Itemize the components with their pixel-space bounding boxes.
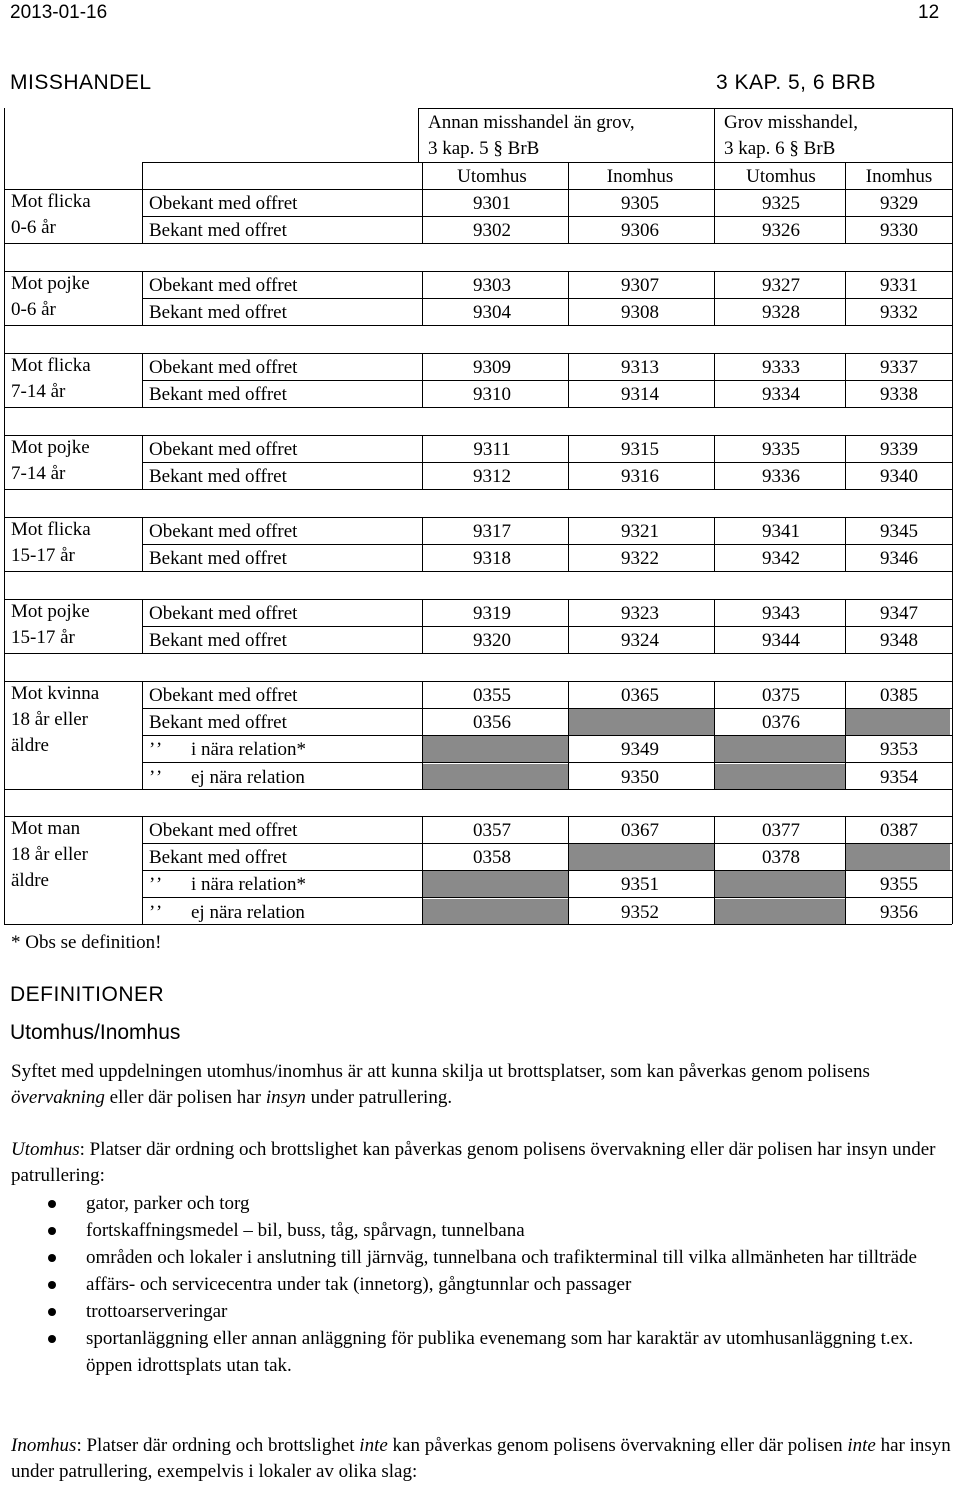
gray-cell — [423, 899, 568, 925]
column-header-inomhus-annan: Inomhus — [606, 166, 674, 187]
code-cell: 9312 — [473, 466, 511, 487]
grid-line-vertical — [845, 162, 846, 189]
grid-line-horizontal — [142, 380, 952, 381]
row-label — [149, 354, 297, 381]
row-label-text: Obekant med offret — [149, 275, 298, 296]
row-label-text: ej nära relation — [191, 767, 305, 788]
grid-line-vertical — [845, 189, 846, 243]
list-item — [0, 1271, 950, 1298]
grid-line-horizontal — [4, 271, 952, 272]
group-label: Mot kvinna — [11, 683, 100, 704]
grid-line-vertical — [714, 162, 715, 189]
code-cell: 9322 — [621, 548, 659, 569]
code-cell: 9329 — [880, 193, 918, 214]
ditto-mark: ’’ — [149, 902, 165, 923]
group-header-annan-line2: 3 kap. 5 § BrB — [428, 138, 540, 159]
gray-cell — [715, 871, 845, 897]
code-cell: 9324 — [621, 630, 659, 651]
gray-cell — [423, 736, 568, 762]
code-cell: 9331 — [880, 275, 918, 296]
code-cell: 9352 — [621, 902, 659, 923]
code-cell: 9348 — [880, 630, 918, 651]
row-label-text: Obekant med offret — [149, 357, 298, 378]
intro-emphasis-overvakning: övervakning — [11, 1087, 105, 1108]
code-cell: 9334 — [762, 384, 800, 405]
definitions-intro — [11, 1059, 951, 1111]
grid-line-vertical — [422, 189, 423, 243]
code-cell: 9333 — [762, 357, 800, 378]
grid-line-vertical — [845, 271, 846, 325]
code-cell: 9325 — [762, 193, 800, 214]
row-label — [149, 518, 297, 545]
grid-line-vertical — [568, 681, 569, 789]
code-cell: 9311 — [473, 439, 511, 460]
row-label — [149, 627, 287, 654]
grid-line-horizontal — [142, 216, 952, 217]
grid-line-vertical — [714, 599, 715, 653]
grid-line-vertical — [714, 681, 715, 789]
code-cell: 9319 — [473, 603, 511, 624]
code-cell: 0387 — [880, 820, 918, 841]
row-label-text: ej nära relation — [191, 902, 305, 923]
row-label — [149, 899, 305, 926]
row-label-text: Bekant med offret — [149, 384, 287, 405]
grid-line-vertical — [422, 435, 423, 489]
row-label-text: Bekant med offret — [149, 630, 287, 651]
grid-line-vertical — [845, 353, 846, 407]
code-cell: 9328 — [762, 302, 800, 323]
row-label — [149, 272, 297, 299]
grid-line-vertical — [142, 353, 143, 407]
row-label-text: Obekant med offret — [149, 521, 298, 542]
utomhus-term: Utomhus — [11, 1139, 80, 1160]
code-cell: 9345 — [880, 521, 918, 542]
grid-line-vertical — [714, 517, 715, 571]
grid-line-vertical — [142, 816, 143, 924]
grid-line-vertical — [845, 599, 846, 653]
bullet-icon — [48, 1254, 56, 1262]
row-label-text: Bekant med offret — [149, 847, 287, 868]
column-header-inomhus-grov: Inomhus — [865, 166, 933, 187]
grid-line-vertical — [142, 435, 143, 489]
list-item — [0, 1325, 950, 1379]
code-cell: 9336 — [762, 466, 800, 487]
header-date: 2013-01-16 — [10, 2, 108, 23]
code-cell: 9326 — [762, 220, 800, 241]
list-item — [0, 1217, 950, 1244]
group-label: Mot flicka — [11, 191, 91, 212]
group-label: 0-6 år — [11, 217, 56, 238]
code-cell: 9305 — [621, 193, 659, 214]
code-cell: 9327 — [762, 275, 800, 296]
code-cell: 0376 — [762, 712, 800, 733]
code-cell: 9332 — [880, 302, 918, 323]
row-label — [149, 381, 287, 408]
grid-line-vertical — [142, 517, 143, 571]
column-header-utomhus-grov: Utomhus — [746, 166, 816, 187]
grid-line-horizontal — [4, 325, 952, 326]
row-label-text: i nära relation* — [191, 739, 307, 760]
code-cell: 9343 — [762, 603, 800, 624]
group-label: Mot pojke — [11, 437, 90, 458]
grid-line-vertical — [568, 189, 569, 243]
grid-line-horizontal — [142, 162, 952, 163]
row-label — [149, 436, 297, 463]
ditto-mark: ’’ — [149, 739, 165, 760]
grid-line-vertical — [422, 681, 423, 789]
group-label: 18 år eller — [11, 844, 89, 865]
grid-line-vertical — [714, 189, 715, 243]
gray-cell — [423, 764, 568, 790]
row-label-text: Bekant med offret — [149, 220, 287, 241]
grid-line-horizontal — [142, 298, 952, 299]
grid-line-horizontal — [4, 243, 952, 244]
code-cell: 9321 — [621, 521, 659, 542]
grid-line-horizontal — [4, 789, 952, 790]
code-cell: 0367 — [621, 820, 659, 841]
row-label — [149, 299, 287, 326]
code-cell: 9350 — [621, 767, 659, 788]
grid-line-vertical — [418, 108, 419, 162]
bullet-icon — [48, 1200, 56, 1208]
code-cell: 9318 — [473, 548, 511, 569]
code-cell: 9346 — [880, 548, 918, 569]
intro-text-1: Syftet med uppdelningen utomhus/inomhus är att kunna skilja ut brottsplatser, som kan påverkas genom polisens — [11, 1061, 870, 1082]
inomhus-emphasis-inte-2: inte — [847, 1435, 876, 1456]
code-cell: 9308 — [621, 302, 659, 323]
inomhus-emphasis-inte-1: inte — [359, 1435, 388, 1456]
bullet-icon — [48, 1308, 56, 1316]
row-label — [149, 764, 305, 791]
grid-line-horizontal — [4, 571, 952, 572]
grid-line-horizontal — [418, 108, 952, 109]
row-label — [149, 545, 287, 572]
grid-line-vertical — [714, 353, 715, 407]
code-cell: 0355 — [473, 685, 511, 706]
grid-line-horizontal — [142, 762, 952, 763]
footnote-obs: * Obs se definition! — [11, 932, 162, 953]
grid-line-horizontal — [4, 924, 952, 925]
list-item-text: sportanläggning eller annan anläggning för publika evenemang som har karaktär av utomhusanläggning t.ex. öppen idrottsplats utan tak. — [86, 1328, 914, 1376]
code-cell: 9314 — [621, 384, 659, 405]
grid-line-vertical — [714, 108, 715, 162]
code-cell: 0375 — [762, 685, 800, 706]
group-label: 18 år eller — [11, 709, 89, 730]
code-cell: 9309 — [473, 357, 511, 378]
list-item-text: trottoarserveringar — [86, 1301, 228, 1322]
grid-line-horizontal — [142, 735, 952, 736]
utomhus-examples-list — [0, 1190, 950, 1379]
code-cell: 9356 — [880, 902, 918, 923]
grid-line-horizontal — [4, 816, 952, 817]
inomhus-term: Inomhus — [11, 1435, 77, 1456]
gray-cell — [715, 764, 845, 790]
grid-line-vertical — [568, 816, 569, 924]
code-cell: 9349 — [621, 739, 659, 760]
grid-line-vertical — [422, 162, 423, 189]
code-cell: 9310 — [473, 384, 511, 405]
definitions-title: DEFINITIONER — [10, 983, 165, 1006]
bullet-icon — [48, 1281, 56, 1289]
code-cell: 9351 — [621, 874, 659, 895]
grid-line-horizontal — [4, 681, 952, 682]
row-label — [149, 682, 297, 709]
code-cell: 9347 — [880, 603, 918, 624]
code-cell: 9339 — [880, 439, 918, 460]
row-label-text: Obekant med offret — [149, 193, 298, 214]
list-item — [0, 1190, 950, 1217]
group-header-annan-line1: Annan misshandel än grov, — [428, 112, 635, 133]
grid-line-vertical — [142, 162, 143, 189]
row-label-text: Obekant med offret — [149, 685, 298, 706]
gray-cell — [846, 844, 950, 870]
grid-line-vertical — [422, 517, 423, 571]
gray-cell — [423, 871, 568, 897]
row-label — [149, 871, 306, 898]
group-label: Mot flicka — [11, 519, 91, 540]
grid-line-vertical — [952, 108, 953, 924]
grid-line-vertical — [142, 599, 143, 653]
grid-line-horizontal — [4, 599, 952, 600]
inomhus-text-2: kan påverkas genom polisens övervakning eller där polisen — [387, 1435, 848, 1456]
code-cell: 9302 — [473, 220, 511, 241]
row-label — [149, 463, 287, 490]
grid-line-horizontal — [142, 462, 952, 463]
section-title: MISSHANDEL — [10, 71, 152, 94]
code-cell: 9306 — [621, 220, 659, 241]
row-label — [149, 190, 297, 217]
group-label: 0-6 år — [11, 299, 56, 320]
row-label-text: i nära relation* — [191, 874, 307, 895]
code-cell: 0358 — [473, 847, 511, 868]
section-law-reference: 3 KAP. 5, 6 BRB — [716, 71, 877, 94]
grid-line-vertical — [845, 435, 846, 489]
list-item — [0, 1244, 950, 1271]
gray-cell — [569, 844, 714, 870]
code-cell: 0357 — [473, 820, 511, 841]
group-label: Mot pojke — [11, 601, 90, 622]
group-label: 7-14 år — [11, 381, 66, 402]
list-item-text: gator, parker och torg — [86, 1193, 250, 1214]
column-header-utomhus-annan: Utomhus — [457, 166, 527, 187]
row-label-text: Bekant med offret — [149, 712, 287, 733]
code-cell: 9317 — [473, 521, 511, 542]
grid-line-vertical — [568, 162, 569, 189]
inomhus-text-1: : Platser där ordning och brottslighet — [76, 1435, 360, 1456]
code-cell: 9315 — [621, 439, 659, 460]
group-label: Mot pojke — [11, 273, 90, 294]
grid-line-horizontal — [4, 517, 952, 518]
code-cell: 9323 — [621, 603, 659, 624]
grid-line-vertical — [422, 271, 423, 325]
code-cell: 9340 — [880, 466, 918, 487]
grid-line-vertical — [845, 816, 846, 924]
grid-line-vertical — [714, 271, 715, 325]
gray-cell — [569, 709, 714, 735]
list-item-text: fortskaffningsmedel – bil, buss, tåg, spårvagn, tunnelbana — [86, 1220, 525, 1241]
code-cell: 9303 — [473, 275, 511, 296]
list-item-text: affärs- och servicecentra under tak (innetorg), gångtunnlar och passager — [86, 1274, 632, 1295]
list-item-text: områden och lokaler i anslutning till järnväg, tunnelbana och trafikterminal till vilka allmänheten har tillträde — [86, 1247, 917, 1268]
group-label: 15-17 år — [11, 545, 75, 566]
grid-line-vertical — [714, 816, 715, 924]
grid-line-vertical — [422, 599, 423, 653]
grid-line-horizontal — [142, 544, 952, 545]
grid-line-vertical — [568, 271, 569, 325]
group-label: Mot man — [11, 818, 81, 839]
grid-line-vertical — [568, 435, 569, 489]
grid-line-horizontal — [4, 407, 952, 408]
page-number: 12 — [918, 2, 940, 23]
row-label — [149, 709, 287, 736]
group-label: Mot flicka — [11, 355, 91, 376]
code-cell: 9313 — [621, 357, 659, 378]
row-label-text: Obekant med offret — [149, 439, 298, 460]
code-cell: 9341 — [762, 521, 800, 542]
group-header-grov-line2: 3 kap. 6 § BrB — [724, 138, 836, 159]
utomhus-text: : Platser där ordning och brottslighet kan påverkas genom polisens övervakning eller där polisen har insyn under patrullering: — [11, 1139, 936, 1186]
row-label-text: Bekant med offret — [149, 466, 287, 487]
row-label — [149, 736, 306, 763]
row-label — [149, 217, 287, 244]
code-cell: 0385 — [880, 685, 918, 706]
code-cell: 9335 — [762, 439, 800, 460]
grid-line-horizontal — [142, 626, 952, 627]
grid-line-horizontal — [142, 708, 952, 709]
gray-cell — [715, 899, 845, 925]
row-label — [149, 600, 297, 627]
code-cell: 0378 — [762, 847, 800, 868]
bullet-icon — [48, 1335, 56, 1343]
grid-line-vertical — [142, 189, 143, 243]
grid-line-vertical — [845, 517, 846, 571]
gray-cell — [846, 709, 950, 735]
row-label-text: Bekant med offret — [149, 548, 287, 569]
grid-line-vertical — [422, 353, 423, 407]
grid-line-horizontal — [142, 897, 952, 898]
ditto-mark: ’’ — [149, 874, 165, 895]
definitions-subtitle: Utomhus/Inomhus — [10, 1021, 181, 1044]
code-cell: 9342 — [762, 548, 800, 569]
code-cell: 9353 — [880, 739, 918, 760]
gray-cell — [715, 736, 845, 762]
row-label — [149, 817, 297, 844]
code-cell: 9316 — [621, 466, 659, 487]
group-header-grov-line1: Grov misshandel, — [724, 112, 859, 133]
row-label — [149, 844, 287, 871]
group-label: äldre — [11, 870, 49, 891]
code-cell: 9307 — [621, 275, 659, 296]
bullet-icon — [48, 1227, 56, 1235]
grid-line-horizontal — [142, 843, 952, 844]
code-cell: 9301 — [473, 193, 511, 214]
group-label: 15-17 år — [11, 627, 75, 648]
grid-line-horizontal — [4, 353, 952, 354]
grid-line-vertical — [422, 816, 423, 924]
ditto-mark: ’’ — [149, 767, 165, 788]
list-item — [0, 1298, 950, 1325]
inomhus-text-3: har insyn under patrullering, exempelvis i lokaler av olika slag: — [11, 1435, 951, 1482]
intro-text-2: eller där polisen har — [104, 1087, 266, 1108]
grid-line-horizontal — [4, 653, 952, 654]
code-cell: 9337 — [880, 357, 918, 378]
utomhus-definition — [11, 1137, 951, 1189]
grid-line-vertical — [4, 108, 5, 924]
inomhus-definition — [11, 1433, 951, 1485]
intro-emphasis-insyn: insyn — [265, 1087, 306, 1108]
grid-line-vertical — [568, 353, 569, 407]
code-cell: 0377 — [762, 820, 800, 841]
group-label: 7-14 år — [11, 463, 66, 484]
grid-line-vertical — [714, 435, 715, 489]
grid-line-vertical — [568, 599, 569, 653]
grid-line-horizontal — [4, 489, 952, 490]
code-cell: 0356 — [473, 712, 511, 733]
row-label-text: Obekant med offret — [149, 603, 298, 624]
code-cell: 9330 — [880, 220, 918, 241]
code-cell: 9355 — [880, 874, 918, 895]
code-cell: 9354 — [880, 767, 918, 788]
code-cell: 9304 — [473, 302, 511, 323]
row-label-text: Obekant med offret — [149, 820, 298, 841]
grid-line-horizontal — [4, 435, 952, 436]
code-cell: 9320 — [473, 630, 511, 651]
grid-line-horizontal — [142, 870, 952, 871]
group-label: äldre — [11, 735, 49, 756]
row-label-text: Bekant med offret — [149, 302, 287, 323]
code-cell: 9338 — [880, 384, 918, 405]
code-cell: 0365 — [621, 685, 659, 706]
grid-line-vertical — [142, 271, 143, 325]
grid-line-horizontal — [4, 189, 952, 190]
code-cell: 9344 — [762, 630, 800, 651]
intro-text-3: under patrullering. — [305, 1087, 453, 1108]
grid-line-vertical — [568, 517, 569, 571]
grid-line-vertical — [845, 681, 846, 789]
grid-line-vertical — [142, 681, 143, 789]
